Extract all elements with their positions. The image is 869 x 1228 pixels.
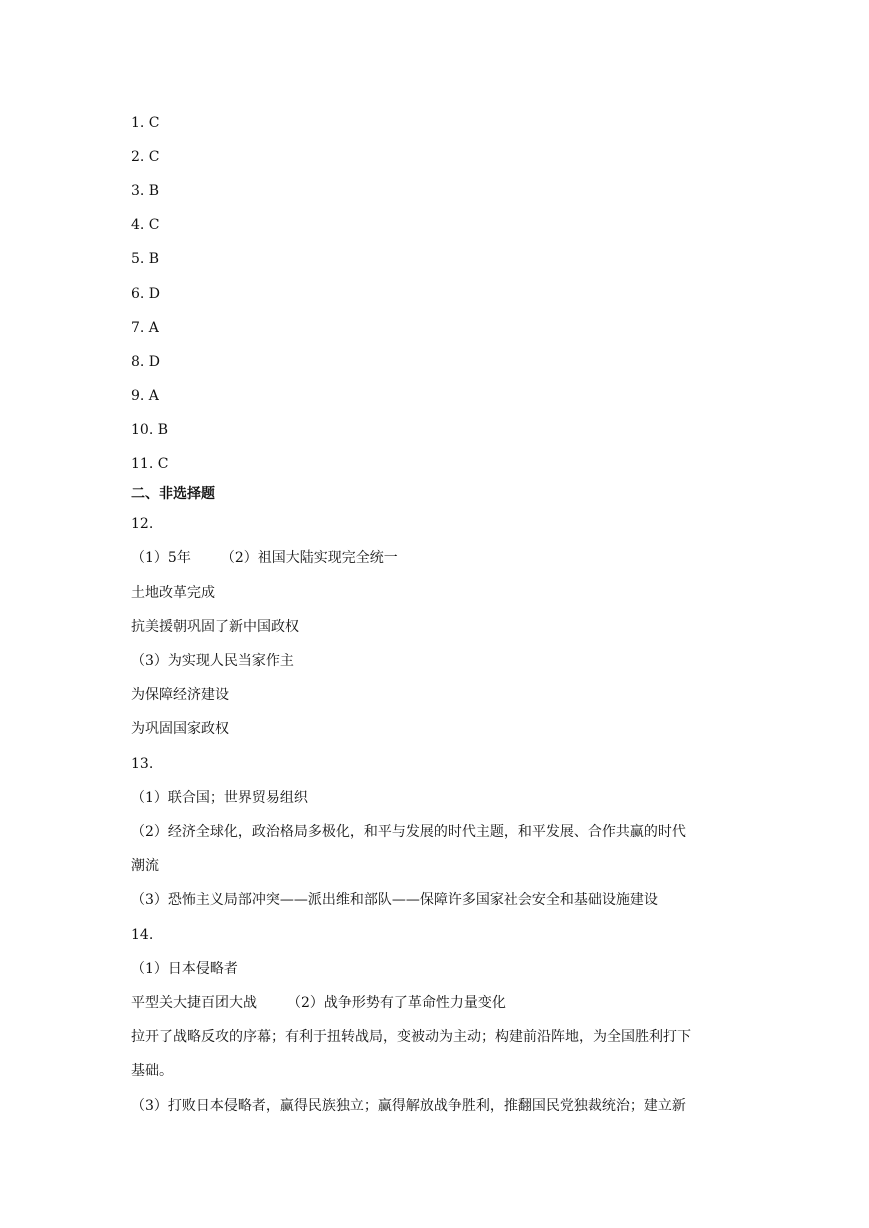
answer-text: 土地改革完成 bbox=[131, 585, 215, 601]
answer-text: （3）恐怖主义局部冲突——派出维和部队——保障许多国家社会安全和基础设施建设 bbox=[131, 892, 658, 908]
answer-text bbox=[131, 548, 398, 568]
answer-part: 平型关大捷百团大战 bbox=[131, 995, 257, 1011]
answer-text: （3）打败日本侵略者，赢得民族独立；赢得解放战争胜利，推翻国民党独裁统治；建立新 bbox=[131, 1098, 686, 1114]
answer-line: 9. A bbox=[131, 388, 159, 404]
answer-part: （2）战争形势有了革命性力量变化 bbox=[287, 995, 506, 1011]
answer-line: 2. C bbox=[131, 149, 160, 165]
answer-text: （1）联合国；世界贸易组织 bbox=[131, 790, 308, 806]
answer-text: （1）日本侵略者 bbox=[131, 961, 238, 977]
answer-text: 潮流 bbox=[131, 858, 159, 874]
answer-text bbox=[131, 993, 506, 1013]
answer-line: 5. B bbox=[131, 251, 160, 267]
question-number: 12. bbox=[131, 516, 154, 532]
answer-text: 基础。 bbox=[131, 1063, 173, 1079]
answer-line: 4. C bbox=[131, 217, 160, 233]
answer-text: 为巩固国家政权 bbox=[131, 721, 229, 737]
answer-line: 10. B bbox=[131, 422, 169, 438]
answer-line: 3. B bbox=[131, 183, 160, 199]
question-number: 13. bbox=[131, 756, 154, 772]
answer-text: 为保障经济建设 bbox=[131, 687, 229, 703]
answer-line: 1. C bbox=[131, 115, 160, 131]
answer-part: （2）祖国大陆实现完全统一 bbox=[220, 550, 398, 566]
section-heading: 二、非选择题 bbox=[131, 486, 215, 502]
answer-text: （3）为实现人民当家作主 bbox=[131, 653, 294, 669]
answer-text: （2）经济全球化，政治格局多极化，和平与发展的时代主题，和平发展、合作共赢的时代 bbox=[131, 824, 686, 840]
answer-line: 7. A bbox=[131, 320, 159, 336]
answer-line: 8. D bbox=[131, 354, 161, 370]
answer-text: 拉开了战略反攻的序幕；有利于扭转战局，变被动为主动；构建前沿阵地，为全国胜利打下 bbox=[131, 1029, 691, 1045]
question-number: 14. bbox=[131, 927, 154, 943]
answer-line: 11. C bbox=[131, 456, 169, 472]
answer-part: （1）5年 bbox=[131, 550, 191, 566]
answer-line: 6. D bbox=[131, 286, 161, 302]
answer-text: 抗美援朝巩固了新中国政权 bbox=[131, 619, 299, 635]
